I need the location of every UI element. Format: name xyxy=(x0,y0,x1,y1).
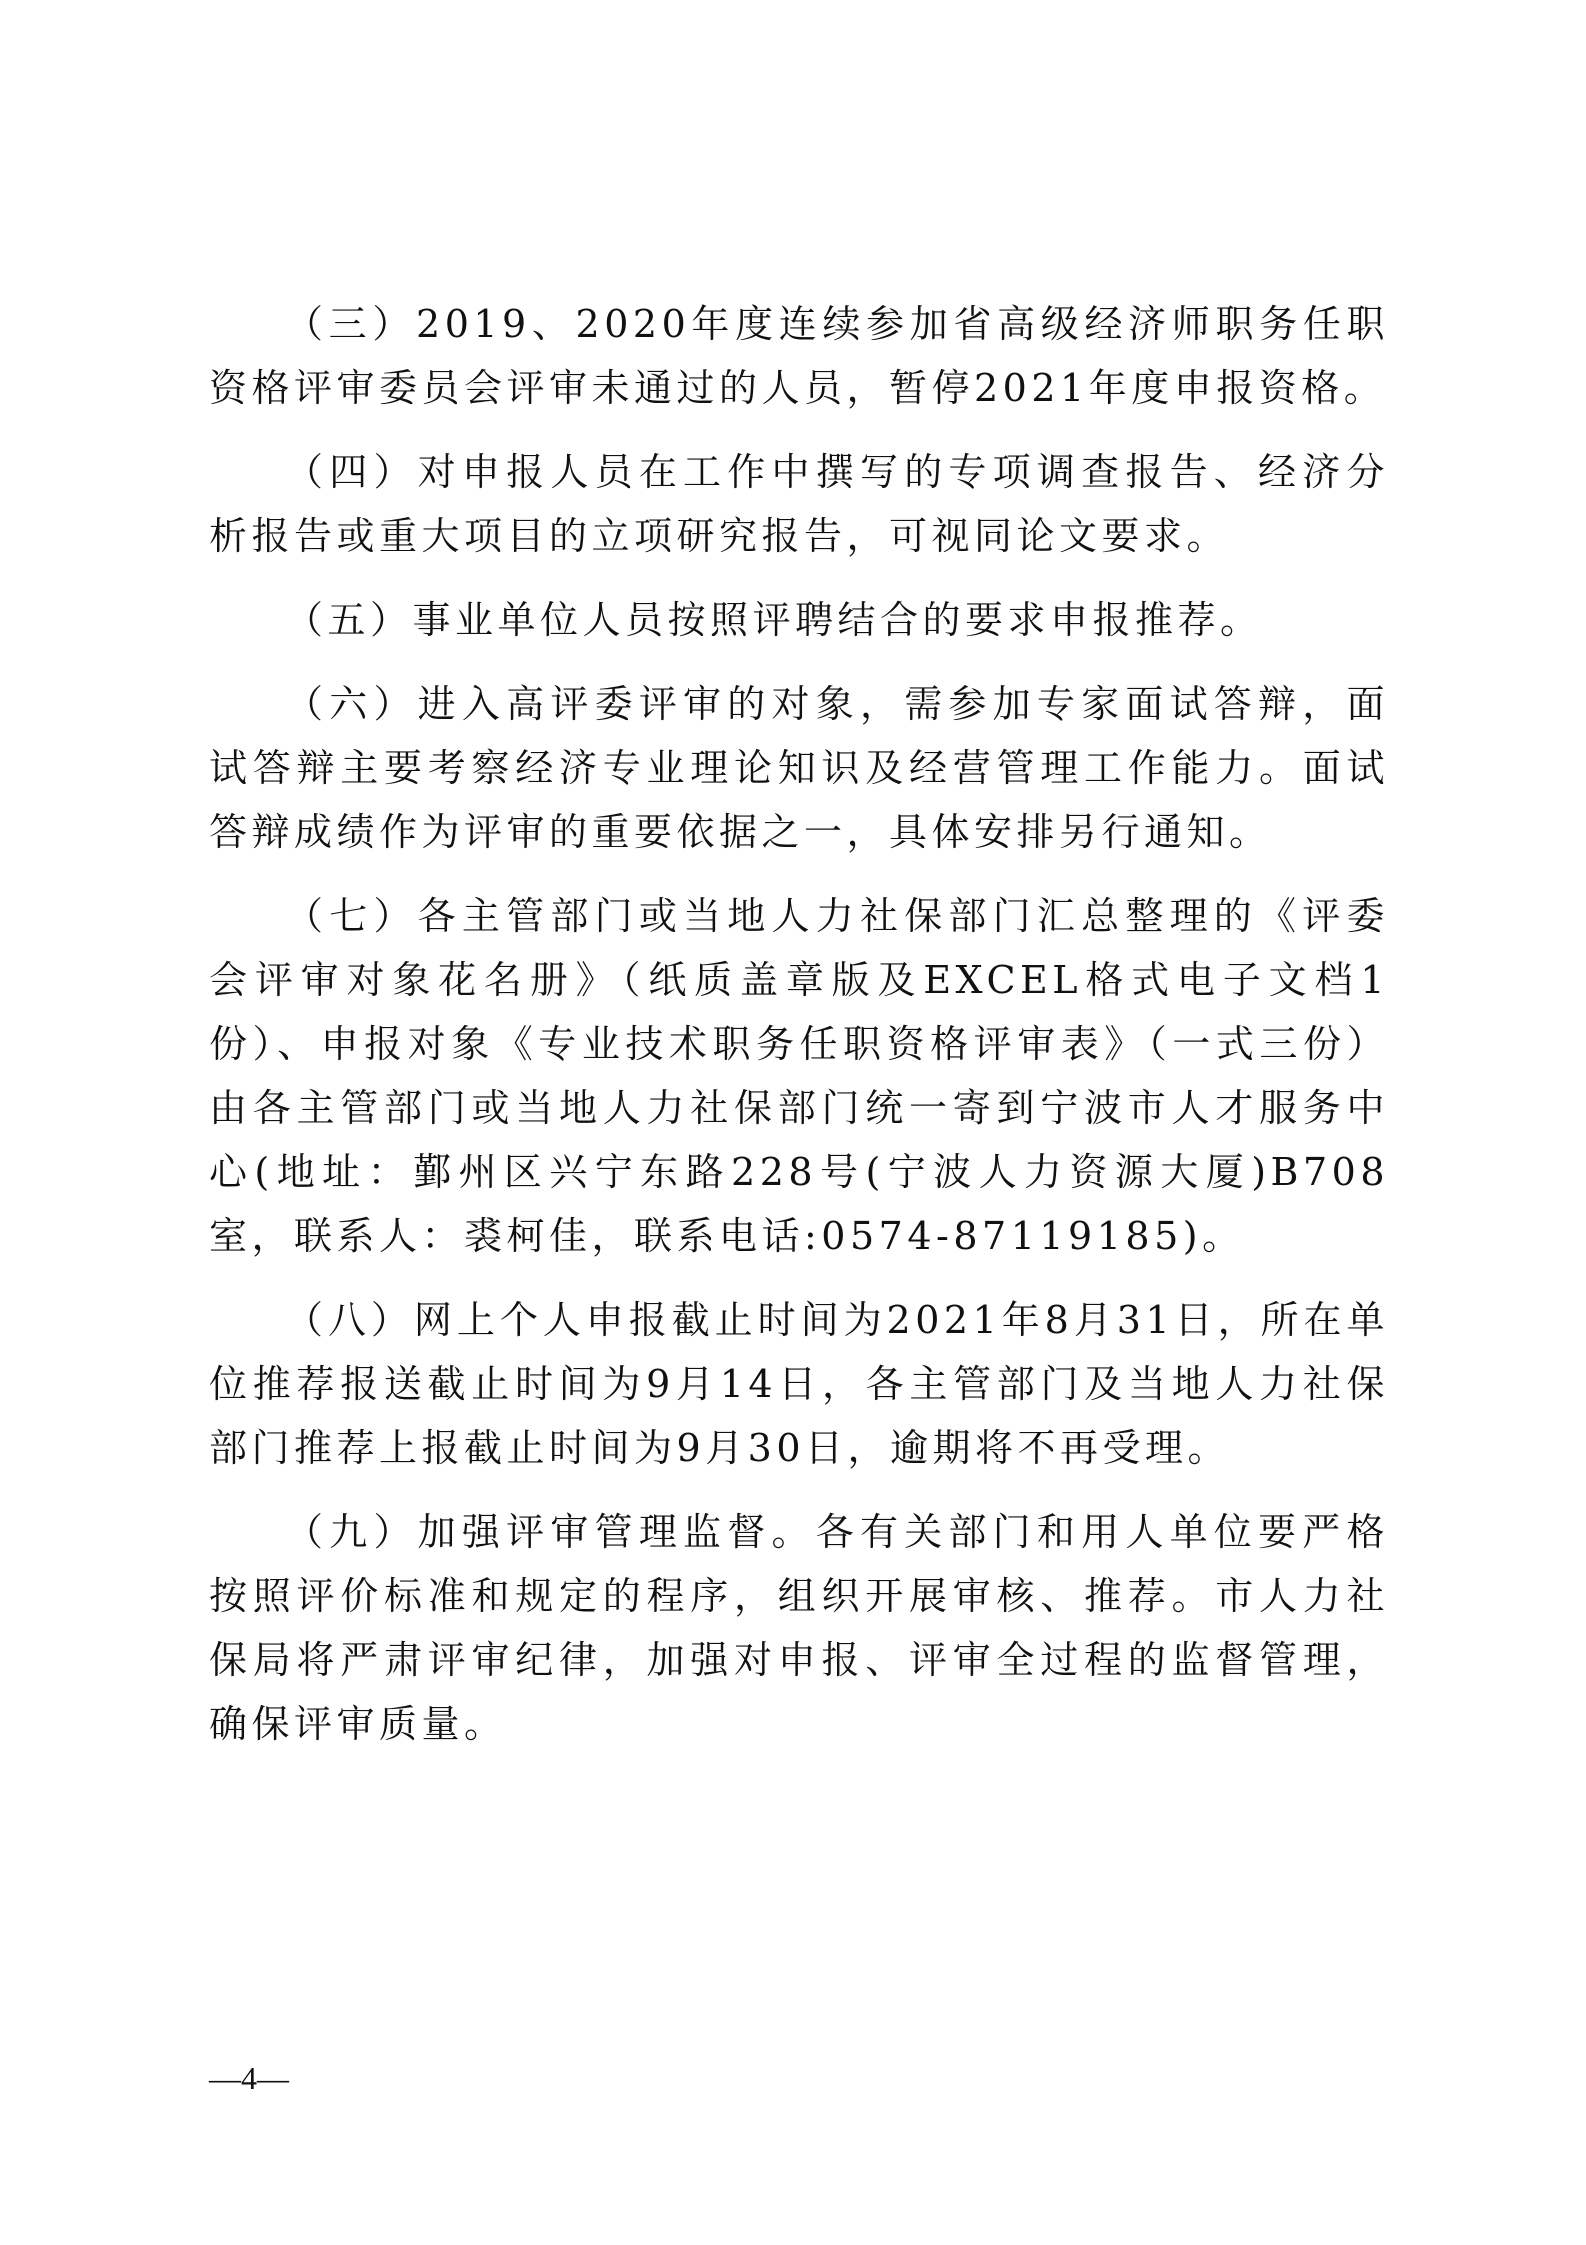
paragraph-jiu: （九）加强评审管理监督。各有关部门和用人单位要严格按照评价标准和规定的程序，组织开展审核、推荐。市人力社保局将严肃评审纪律，加强对申报、评审全过程的监督管理，确保评审质量。 xyxy=(209,1510,1389,1746)
paragraph-san: （三）2019、2020年度连续参加省高级经济师职务任职资格评审委员会评审未通过的人员，暂停2021年度申报资格。 xyxy=(209,302,1389,410)
paragraph-wu: （五）事业单位人员按照评聘结合的要求申报推荐。 xyxy=(285,598,1263,642)
paragraph-ba: （八）网上个人申报截止时间为2021年8月31日，所在单位推荐报送截止时间为9月14日，各主管部门及当地人力社保部门推荐上报截止时间为9月30日，逾期将不再受理。 xyxy=(209,1298,1389,1470)
page-number: —4— xyxy=(209,2060,289,2096)
paragraph-liu: （六）进入高评委评审的对象，需参加专家面试答辩，面试答辩主要考察经济专业理论知识及经营管理工作能力。面试答辩成绩作为评审的重要依据之一，具体安排另行通知。 xyxy=(209,682,1389,854)
document-body xyxy=(209,292,1389,1776)
paragraph-qi: （七）各主管部门或当地人力社保部门汇总整理的《评委会评审对象花名册》（纸质盖章版及EXCEL格式电子文档1份）、申报对象《专业技术职务任职资格评审表》（一式三份）由各主管部门或当地人力社保部门统一寄到宁波市人才服务中心(地址：鄞州区兴宁东路228号(宁波人力资源大厦)B708室，联系人：裘柯佳，联系电话:0574-87119185)。 xyxy=(209,894,1389,1258)
paragraph-si: （四）对申报人员在工作中撰写的专项调查报告、经济分析报告或重大项目的立项研究报告，可视同论文要求。 xyxy=(209,450,1389,558)
